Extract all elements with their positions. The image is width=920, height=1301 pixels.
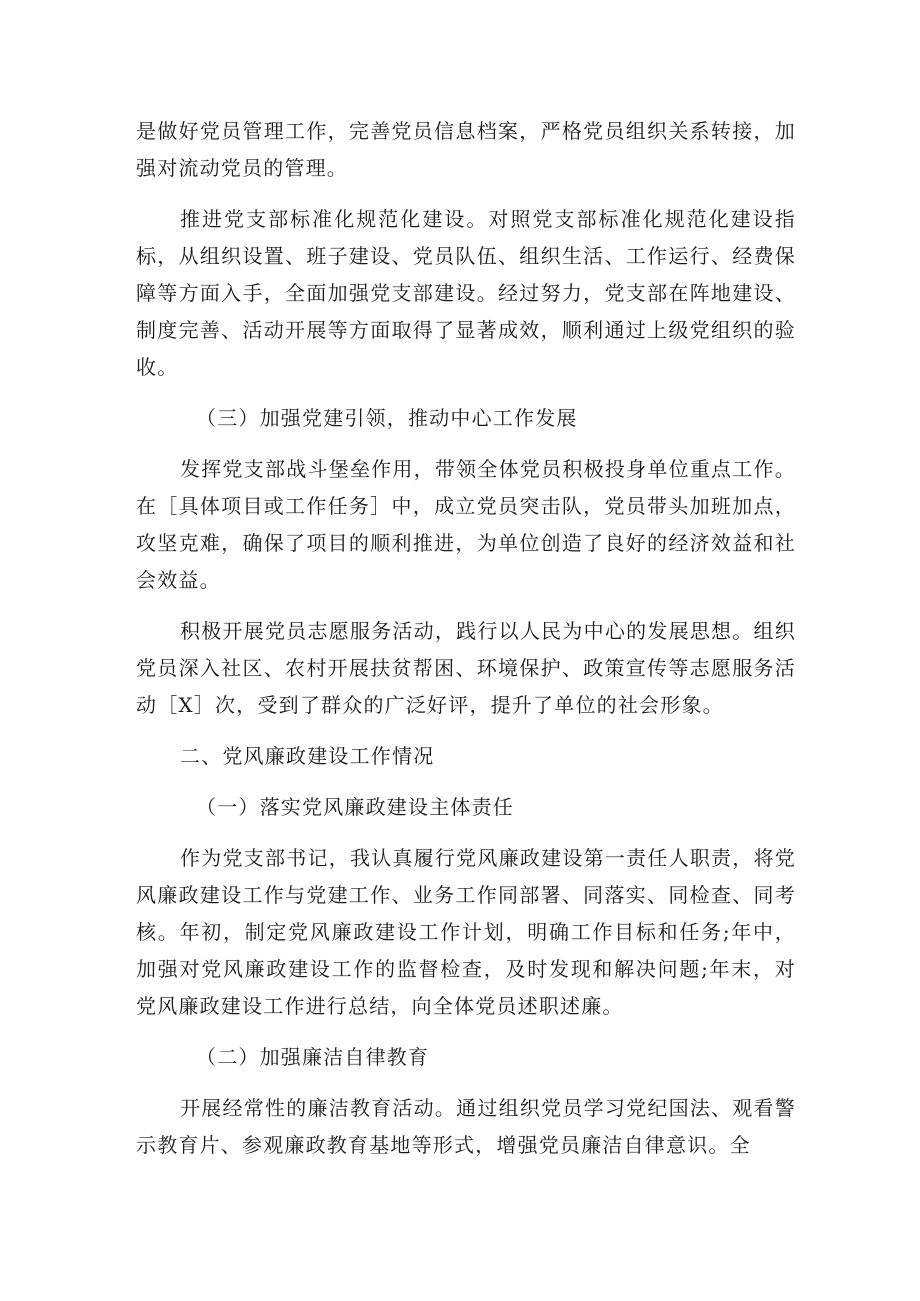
paragraph-integrity-education: 开展经常性的廉洁教育活动。通过组织党员学习党纪国法、观看警示教育片、参观廉政教育基地等形式，增强党员廉洁自律意识。全 [136, 1096, 796, 1157]
subheading-main-responsibility: （一）落实党风廉政建设主体责任 [196, 795, 514, 819]
document-body [136, 113, 796, 1164]
subheading-self-discipline-education: （二）加强廉洁自律教育 [196, 1045, 430, 1069]
paragraph-party-member-management: 是做好党员管理工作，完善党员信息档案，严格党员组织关系转接，加强对流动党员的管理。 [136, 119, 796, 180]
paragraph-fortress-role: 发挥党支部战斗堡垒作用，带领全体党员积极投身单位重点工作。在［具体项目或工作任务］中，成立党员突击队，党员带头加班加点，攻坚克难，确保了项目的顺利推进，为单位创造了良好的经济效益和社会效益。 [136, 457, 796, 592]
paragraph-secretary-duties: 作为党支部书记，我认真履行党风廉政建设第一责任人职责，将党风廉政建设工作与党建工作、业务工作同部署、同落实、同检查、同考核。年初，制定党风廉政建设工作计划，明确工作目标和任务;年中，加强对党风廉政建设工作的监督检查，及时发现和解决问题;年末，对党风廉政建设工作进行总结，向全体党员述职述廉。 [136, 846, 796, 1018]
heading-integrity-construction: 二、党风廉政建设工作情况 [180, 744, 435, 768]
subheading-party-building-lead: （三）加强党建引领，推动中心工作发展 [196, 406, 578, 430]
paragraph-volunteer-service: 积极开展党员志愿服务活动，践行以人民为中心的发展思想。组织党员深入社区、农村开展扶贫帮困、环境保护、政策宣传等志愿服务活动［X］次，受到了群众的广泛好评，提升了单位的社会形象。 [136, 619, 796, 717]
paragraph-branch-standardization: 推进党支部标准化规范化建设。对照党支部标准化规范化建设指标，从组织设置、班子建设、党员队伍、组织生活、工作运行、经费保障等方面入手，全面加强党支部建设。经过努力，党支部在阵地建设、制度完善、活动开展等方面取得了显著成效，顺利通过上级党组织的验收。 [136, 207, 796, 379]
